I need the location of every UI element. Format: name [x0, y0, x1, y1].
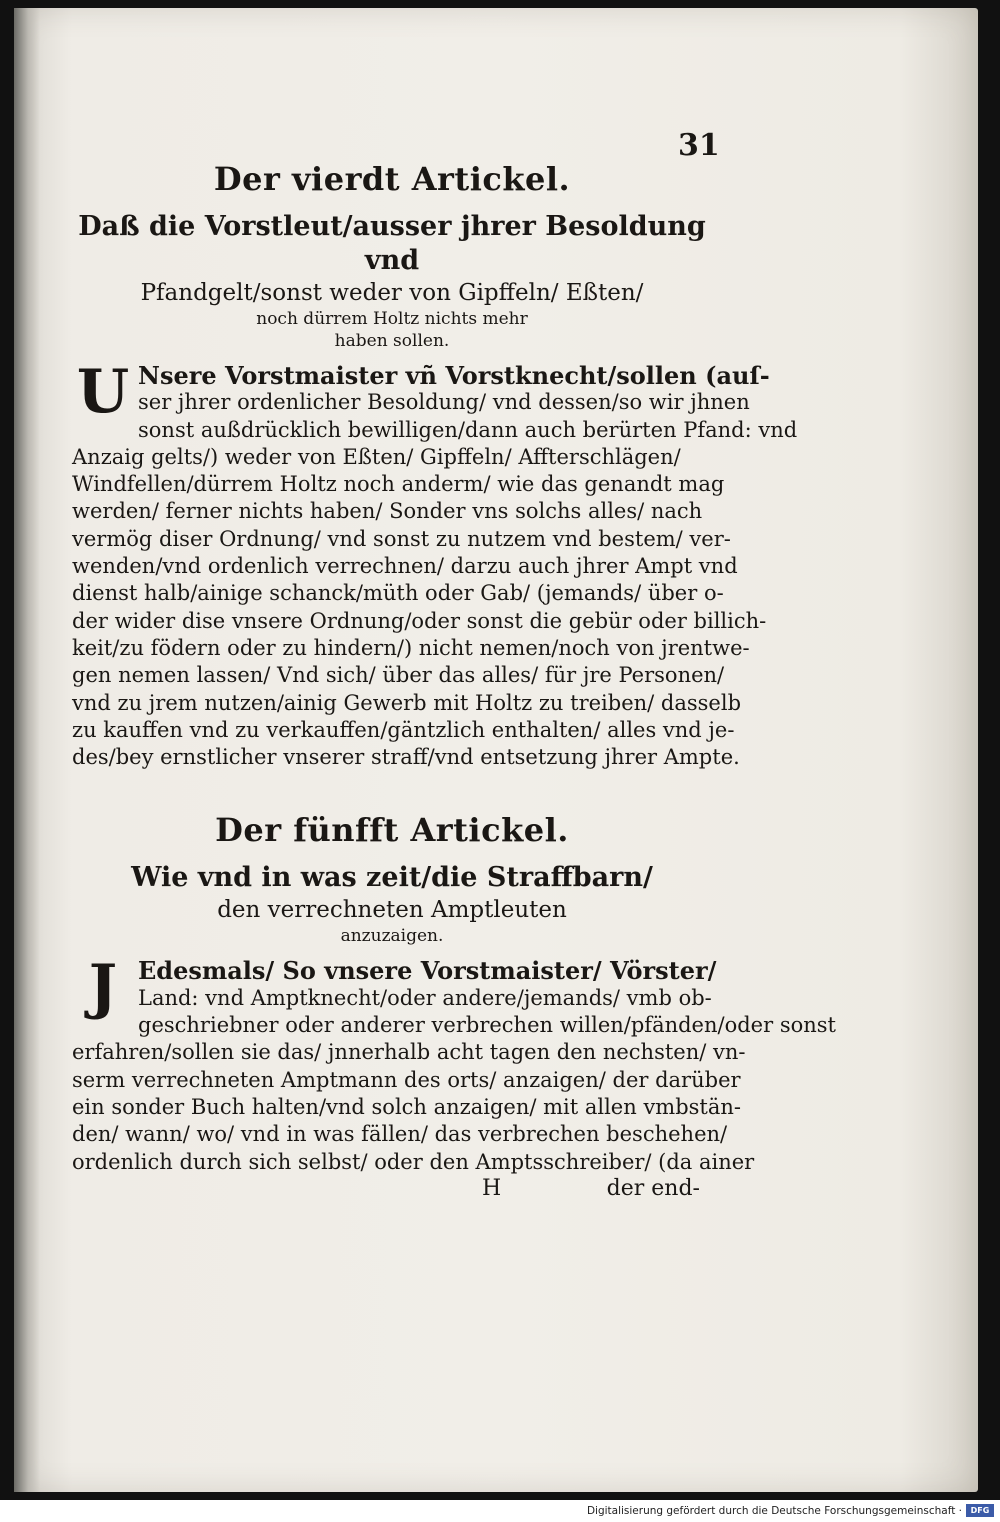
article-4-subtitle-line-2: Pfandgelt/sonst weder von Gipffeln/ Eßten/: [140, 280, 644, 306]
article-4-line: dienst halb/ainige schanck/müth oder Gab/ (jemands/ über o-: [72, 581, 724, 606]
article-4-line: zu kauffen vnd zu verkauffen/gäntzlich enthalten/ alles vnd je-: [72, 717, 735, 742]
page-number: 31: [678, 128, 720, 163]
article-4-line: werden/ ferner nichts haben/ Sonder vns solchs alles/ nach: [72, 499, 703, 524]
article-4-line: Nsere Vorstmaister vñ Vorstknecht/sollen (auſ-: [138, 361, 770, 390]
article-4-line: Windfellen/dürrem Holtz noch anderm/ wie das genandt mag: [72, 472, 725, 497]
article-5-line: den/ wann/ wo/ vnd in was fällen/ das verbrechen beschehen/: [72, 1122, 728, 1147]
footer-credit: Digitalisierung gefördert durch die Deutsche Forschungsgemeinschaft ·: [586, 1505, 962, 1517]
article-4-title: Der vierdt Artickel.: [213, 160, 571, 198]
article-4-line: sonst außdrücklich bewilligen/dann auch berürten Pfand: vnd: [138, 417, 798, 442]
article-5-line: Land: vnd Amptknecht/oder andere/jemands/ vmb ob-: [138, 985, 712, 1010]
article-5-subtitle-line-3: anzuzaigen.: [340, 926, 444, 947]
article-4-subtitle-line-3: noch dürrem Holtz nichts mehr: [256, 309, 528, 329]
article-4-line: vnd zu jrem nutzen/ainig Gewerb mit Holtz zu treiben/ dasselb: [72, 690, 742, 715]
article-4-line: gen nemen lassen/ Vnd sich/ über das alles/ für jre Personen/: [72, 663, 725, 688]
article-5-line: geschriebner oder anderer verbrechen willen/pfänden/oder sonst: [138, 1013, 836, 1038]
article-5-line: erfahren/sollen sie das/ jnnerhalb acht tagen den nechsten/ vn-: [72, 1040, 746, 1065]
digitization-footer: [0, 1500, 1000, 1522]
article-4-line: des/bey ernstlicher vnserer straff/vnd entsetzung jhrer Ampte.: [72, 745, 740, 770]
article-5-subtitle-line-2: den verrechneten Amptleuten: [217, 897, 567, 924]
page-gutter: [14, 8, 40, 1492]
article-4-line: Anzaig gelts/) weder von Eßten/ Gipffeln/ Affterschlägen/: [72, 444, 681, 469]
article-4-subtitle-line-1: Daß die Vorstleut/ausser jhrer Besoldung vnd: [78, 211, 706, 276]
article-4-line: wenden/vnd ordenlich verrechnen/ darzu auch jhrer Ampt vnd: [72, 554, 738, 579]
article-5-line: Edesmals/ So vnsere Vorstmaister/ Vörster/: [138, 956, 717, 986]
dfg-logo: DFG: [966, 1504, 994, 1517]
page-text: [72, 120, 836, 1206]
article-4-line: der wider dise vnsere Ordnung/oder sonst die gebür oder billich-: [72, 608, 767, 633]
article-5-line: ein sonder Buch halten/vnd solch anzaigen/ mit allen vmbstän-: [72, 1094, 742, 1119]
article-4-line: keit/zu födern oder zu hindern/) nicht nemen/noch von jrentwe-: [72, 635, 750, 660]
article-4-subtitle-line-4: haben sollen.: [334, 331, 450, 351]
article-5-body: [72, 952, 836, 1175]
article-5-title: Der fünfft Artickel.: [215, 811, 569, 850]
article-5-initial: J: [88, 952, 118, 1023]
catchword: der end-: [606, 1175, 700, 1201]
signature-mark: H: [482, 1175, 502, 1201]
catchline: [72, 1176, 712, 1206]
article-4-body: [72, 357, 798, 771]
article-5-line: serm verrechneten Amptmann des orts/ anzaigen/ der darüber: [72, 1067, 741, 1092]
article-5-line: ordenlich durch sich selbst/ oder den Amptsschreiber/ (da ainer: [72, 1149, 755, 1174]
article-4-line: vermög diser Ordnung/ vnd sonst zu nutzem vnd bestem/ ver-: [72, 526, 731, 551]
article-5-subtitle-line-1: Wie vnd in was zeit/die Straffbarn/: [131, 862, 653, 894]
article-4-initial: U: [76, 357, 130, 427]
article-4-line: ser jhrer ordenlicher Besoldung/ vnd dessen/so wir jhnen: [138, 390, 750, 415]
